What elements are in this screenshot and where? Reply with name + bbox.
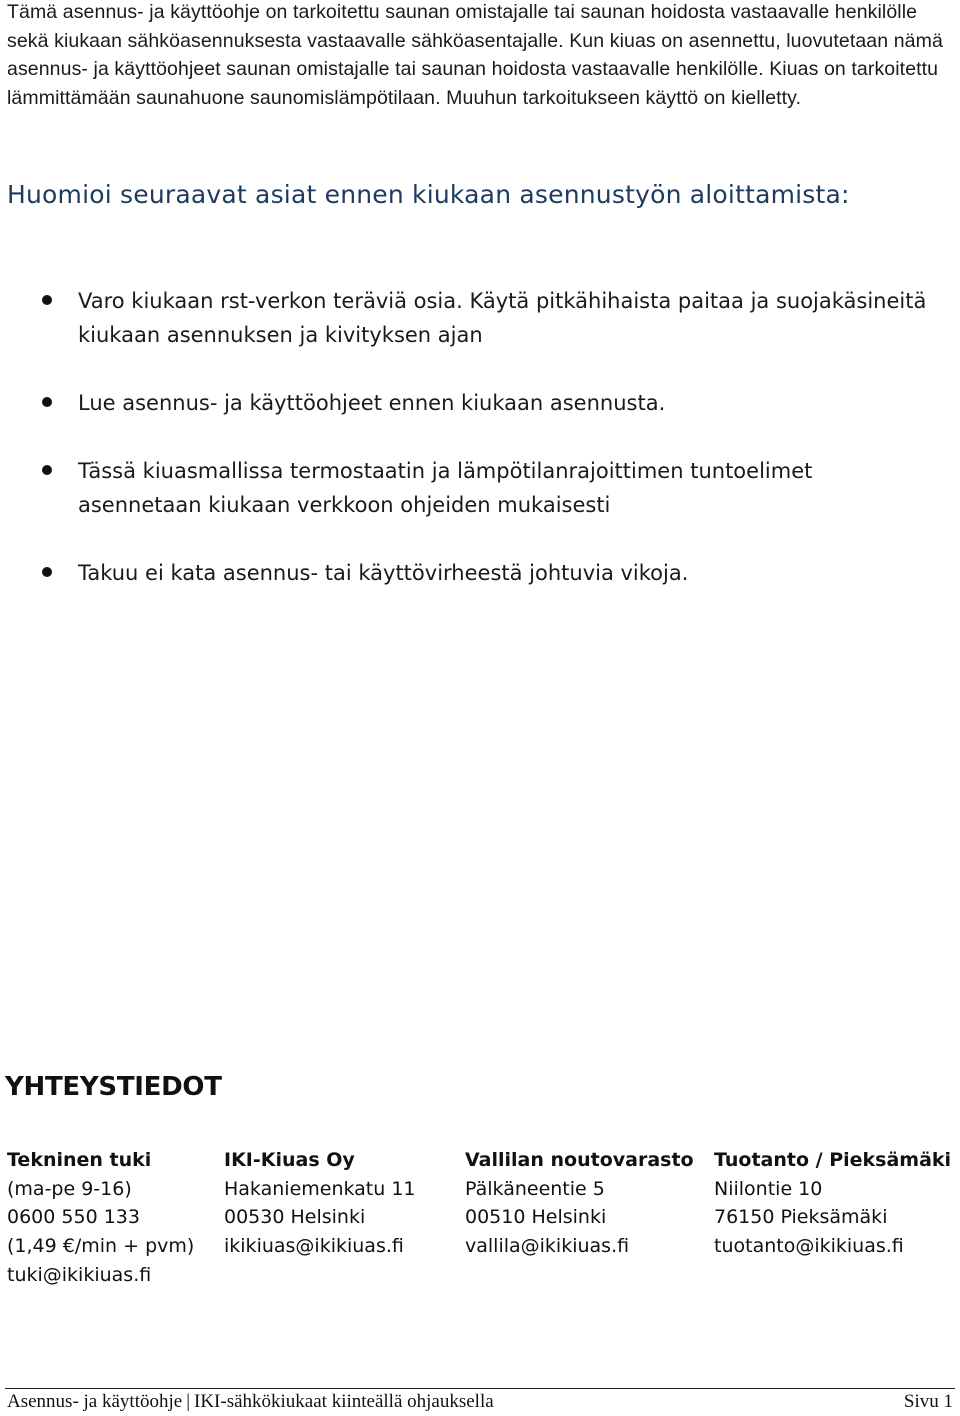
bullet-icon xyxy=(42,295,52,305)
list-item xyxy=(0,386,940,420)
intro-paragraph: Tämä asennus- ja käyttöohje on tarkoitettu saunan omistajalle tai saunan hoidosta vastaavalle henkilölle sekä kiukaan sähköasennuksesta vastaavalle sähköasentajalle. Kun kiuas on asennettu, luovutetaan nämä asennus- ja käyttöohjeet saunan omistajalle tai saunan hoidosta vastaavalle henkilölle. Kiuas on tarkoitettu lämmittämään saunahuone saunomislämpötilaan. Muuhun tarkoitukseen käyttö on kielletty. xyxy=(7,1,943,109)
contact-column-support xyxy=(7,1146,194,1290)
contact-line: (ma-pe 9-16) xyxy=(7,1177,132,1200)
list-item xyxy=(0,556,940,590)
contact-column-warehouse xyxy=(465,1146,694,1261)
contact-line: (1,49 €/min + pvm) xyxy=(7,1235,195,1258)
contact-line: 00530 Helsinki xyxy=(224,1206,366,1229)
contact-email: ikikiuas@ikikiuas.fi xyxy=(224,1235,404,1258)
contact-phone: 0600 550 133 xyxy=(7,1206,140,1229)
bullet-icon xyxy=(42,397,52,407)
bullet-icon xyxy=(42,567,52,577)
page-footer xyxy=(7,1391,953,1413)
contact-line: Pälkäneentie 5 xyxy=(465,1177,605,1200)
contact-line: 76150 Pieksämäki xyxy=(714,1206,888,1229)
contacts-title: YHTEYSTIEDOT xyxy=(5,1072,222,1102)
list-item-text: Tässä kiuasmallissa termostaatin ja lämpötilanrajoittimen tuntoelimet asennetaan kiukaan verkkoon ohjeiden mukaisesti xyxy=(78,459,813,517)
contact-line: Hakaniemenkatu 11 xyxy=(224,1177,416,1200)
contact-email: tuotanto@ikikiuas.fi xyxy=(714,1235,904,1258)
section-heading: Huomioi seuraavat asiat ennen kiukaan asennustyön aloittamista: xyxy=(7,180,850,209)
list-item-text: Takuu ei kata asennus- tai käyttövirheestä johtuvia vikoja. xyxy=(78,561,689,585)
list-item xyxy=(0,284,940,352)
contact-line: Niilontie 10 xyxy=(714,1177,823,1200)
contact-email: vallila@ikikiuas.fi xyxy=(465,1235,630,1258)
list-item-text: Lue asennus- ja käyttöohjeet ennen kiukaan asennusta. xyxy=(78,391,666,415)
list-item xyxy=(0,454,940,522)
contacts-grid xyxy=(0,1146,960,1296)
contact-email: tuki@ikikiuas.fi xyxy=(7,1263,152,1286)
footer-document-title: Asennus- ja käyttöohje xyxy=(7,1391,183,1412)
footer-separator: | xyxy=(186,1391,190,1412)
contact-heading: Tuotanto / Pieksämäki xyxy=(714,1149,952,1171)
contact-heading: IKI-Kiuas Oy xyxy=(224,1149,355,1171)
intro-section xyxy=(7,0,952,112)
footer-divider xyxy=(5,1388,955,1389)
contact-column-production xyxy=(714,1146,951,1261)
footer-page-number: Sivu 1 xyxy=(903,1391,953,1412)
contact-heading: Tekninen tuki xyxy=(7,1149,152,1171)
contact-heading: Vallilan noutovarasto xyxy=(465,1149,694,1171)
bullet-icon xyxy=(42,465,52,475)
contact-column-company xyxy=(224,1146,416,1261)
footer-product-line: IKI-sähkökiukaat kiinteällä ohjauksella xyxy=(194,1391,494,1412)
notes-list xyxy=(0,284,940,590)
contact-line: 00510 Helsinki xyxy=(465,1206,607,1229)
list-item-text: Varo kiukaan rst-verkon teräviä osia. Käytä pitkähihaista paitaa ja suojakäsineitä kiukaan asennuksen ja kivityksen ajan xyxy=(78,289,927,347)
